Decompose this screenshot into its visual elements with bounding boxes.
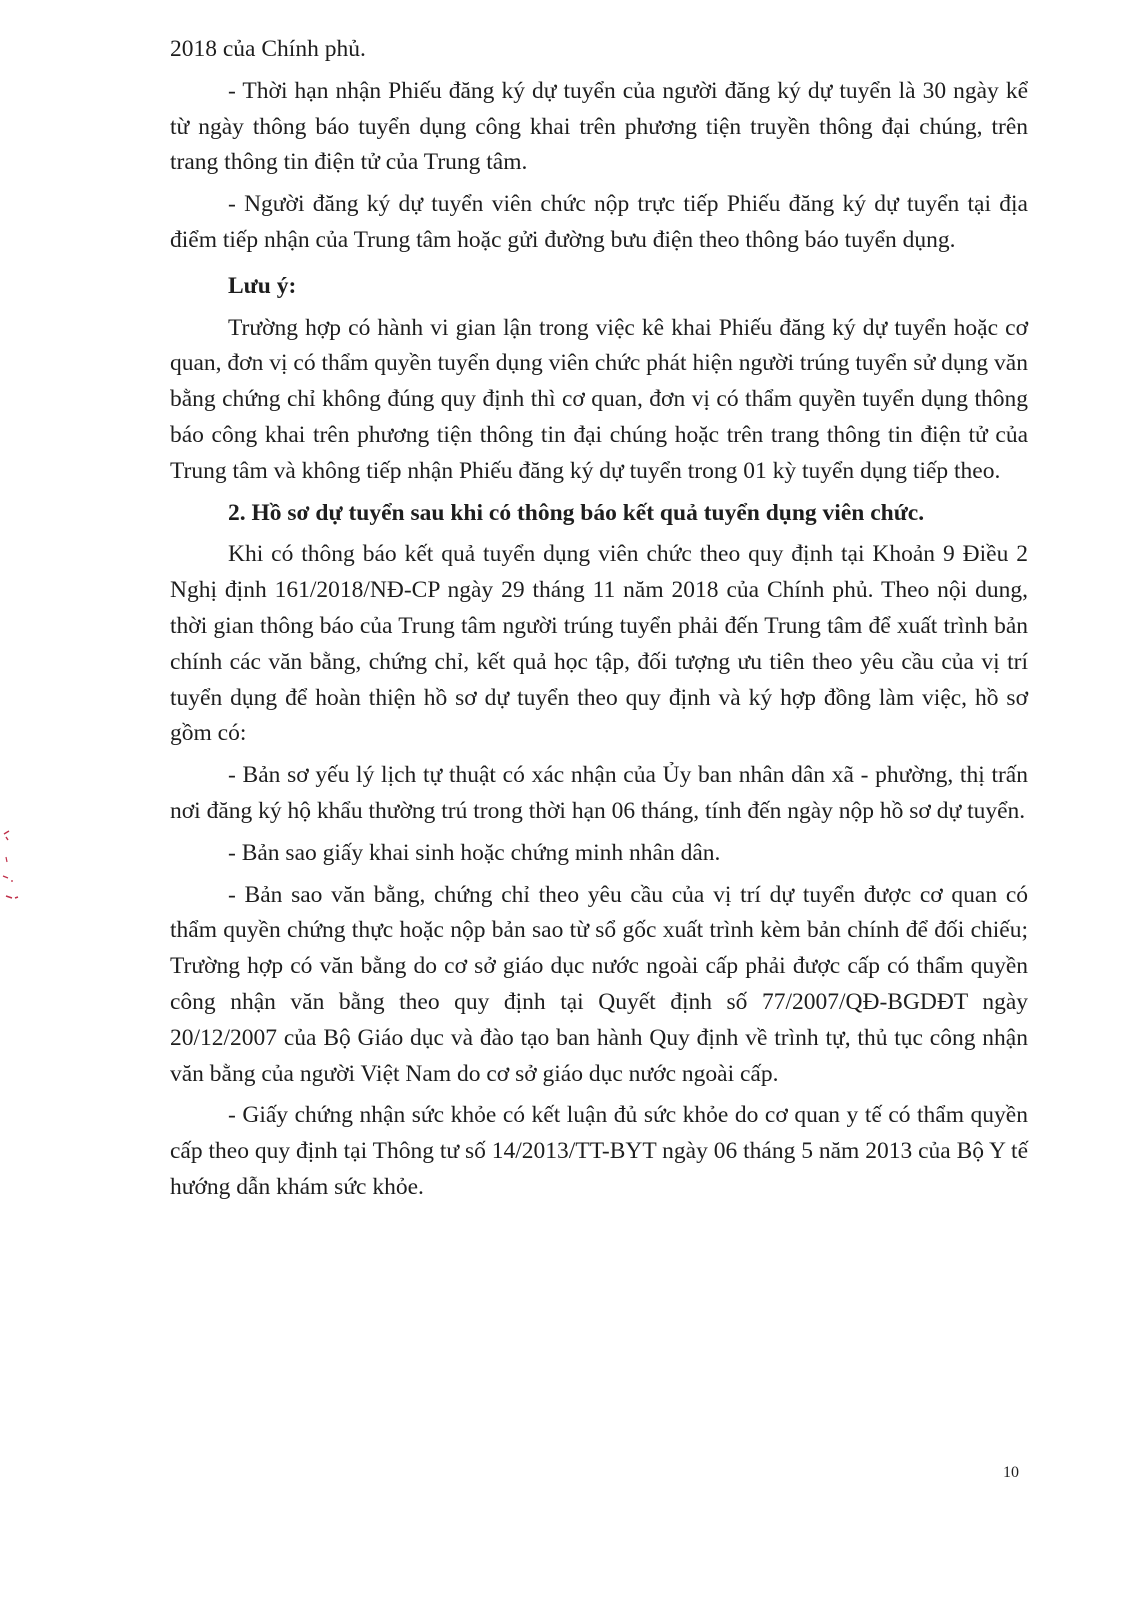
paragraph-fraud-note: Trường hợp có hành vi gian lận trong việc kê khai Phiếu đăng ký dự tuyển hoặc cơ quan, đơn vị có thẩm quyền tuyển dụng viên chức phát hiện người trúng tuyển sử dụng văn bằng chứng chỉ không đúng quy định thì cơ quan, đơn vị có thẩm quyền tuyển dụng thông báo công khai trên phương tiện thông tin đại chúng hoặc trên trang thông tin điện tử của Trung tâm và không tiếp nhận Phiếu đăng ký dự tuyển trong 01 kỳ tuyển dụng tiếp theo. — [170, 314, 1028, 484]
paragraph-health-certificate-item: - Giấy chứng nhận sức khỏe có kết luận đủ sức khỏe do cơ quan y tế có thẩm quyền cấp theo quy định tại Thông tư số 14/2013/TT-BYT ngày 06 tháng 5 năm 2013 của Bộ Y tế hướng dẫn khám sức khỏe. — [170, 1102, 1028, 1200]
paragraph-results-notice: Khi có thông báo kết quả tuyển dụng viên chức theo quy định tại Khoản 9 Điều 2 Nghị định 161/2018/NĐ-CP ngày 29 tháng 11 năm 2018 của Chính phủ. Theo nội dung, thời gian thông báo của Trung tâm người trúng tuyển phải đến Trung tâm để xuất trình bản chính các văn bằng, chứng chỉ, kết quả học tập, đối tượng ưu tiên theo yêu cầu của vị trí tuyển dụng để hoàn thiện hồ sơ dự tuyển theo quy định và ký hợp đồng làm việc, hồ sơ gồm có: — [170, 541, 1028, 747]
paragraph-birth-certificate-item: - Bản sao giấy khai sinh hoặc chứng minh nhân dân. — [228, 839, 721, 866]
document-page — [170, 32, 1028, 1206]
paragraph-diploma-item: - Bản sao văn bằng, chứng chỉ theo yêu cầu của vị trí dự tuyển được cơ quan có thẩm quyền chứng thực hoặc nộp bản sao từ sổ gốc xuất trình kèm bản chính để đối chiếu; Trường hợp có văn bằng do cơ sở giáo dục nước ngoài cấp phải được cấp có thẩm quyền công nhận văn bằng theo quy định tại Quyết định số 77/2007/QĐ-BGDĐT ngày 20/12/2007 của Bộ Giáo dục và đào tạo ban hành Quy định về trình tự, thủ tục công nhận văn bằng của người Việt Nam do cơ sở giáo dục nước ngoài cấp. — [170, 881, 1028, 1087]
section-heading-2: 2. Hồ sơ dự tuyển sau khi có thông báo kết quả tuyển dụng viên chức. — [228, 499, 925, 526]
paragraph-submission-deadline: - Thời hạn nhận Phiếu đăng ký dự tuyển của người đăng ký dự tuyển là 30 ngày kể từ ngày thông báo tuyển dụng công khai trên phương tiện truyền thông đại chúng, trên trang thông tin điện tử của Trung tâm. — [170, 77, 1028, 176]
paragraph-continuation: 2018 của Chính phủ. — [170, 36, 366, 62]
page-number: 10 — [1003, 1464, 1019, 1481]
margin-stamp-marks — [0, 780, 30, 930]
paragraph-resume-item: - Bản sơ yếu lý lịch tự thuật có xác nhận của Ủy ban nhân dân xã - phường, thị trấn nơi đăng ký hộ khẩu thường trú trong thời hạn 06 tháng, tính đến ngày nộp hồ sơ dự tuyển. — [170, 762, 1028, 824]
paragraph-submission-method: - Người đăng ký dự tuyển viên chức nộp trực tiếp Phiếu đăng ký dự tuyển tại địa điểm tiếp nhận của Trung tâm hoặc gửi đường bưu điện theo thông báo tuyển dụng. — [170, 191, 1028, 253]
note-heading: Lưu ý: — [228, 272, 297, 299]
